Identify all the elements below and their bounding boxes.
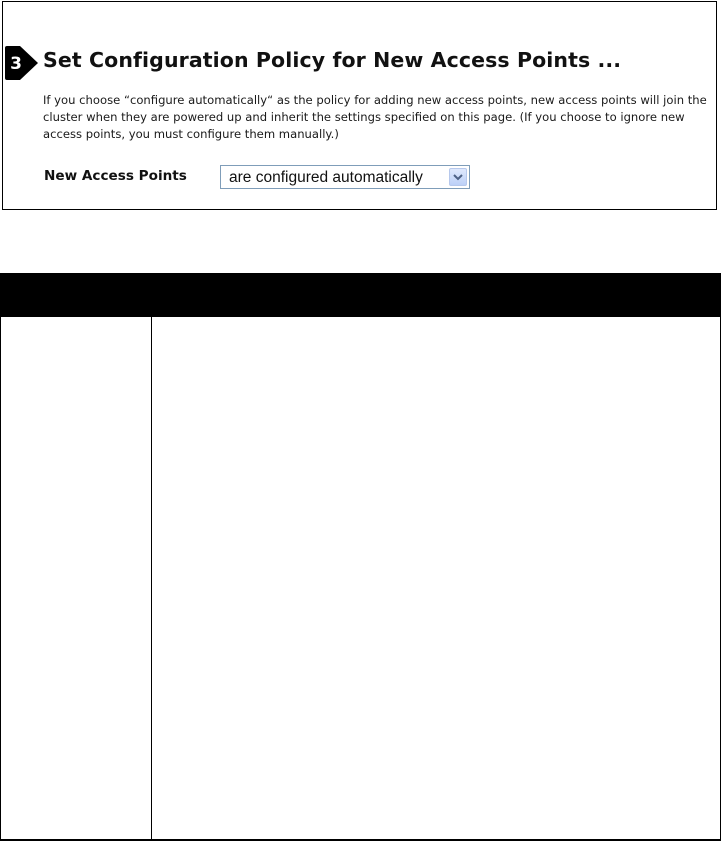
table-header-description (152, 274, 721, 317)
table-header-row (1, 274, 721, 317)
step-number: 3 (10, 54, 22, 74)
policy-screenshot-panel (2, 1, 717, 210)
table-row (1, 317, 721, 841)
policy-select-value: are configured automatically (229, 169, 423, 186)
new-access-points-policy-select[interactable] (220, 165, 470, 189)
table-cell-description (152, 317, 721, 841)
table-header-field (1, 274, 152, 317)
section-heading: Set Configuration Policy for New Access Points ... (43, 48, 622, 72)
new-access-points-label: New Access Points (44, 168, 187, 184)
chevron-down-icon[interactable] (449, 168, 467, 186)
field-description-table (0, 273, 721, 841)
step-number-arrow-icon (5, 46, 39, 80)
table-cell-field (1, 317, 152, 841)
section-description: If you choose “configure automatically“ as the policy for adding new access points, new access points will join the cluster when they are powered up and inherit the settings specified on this page. (If you choose to ignore new access points, you must configure them manually.) (43, 93, 707, 141)
